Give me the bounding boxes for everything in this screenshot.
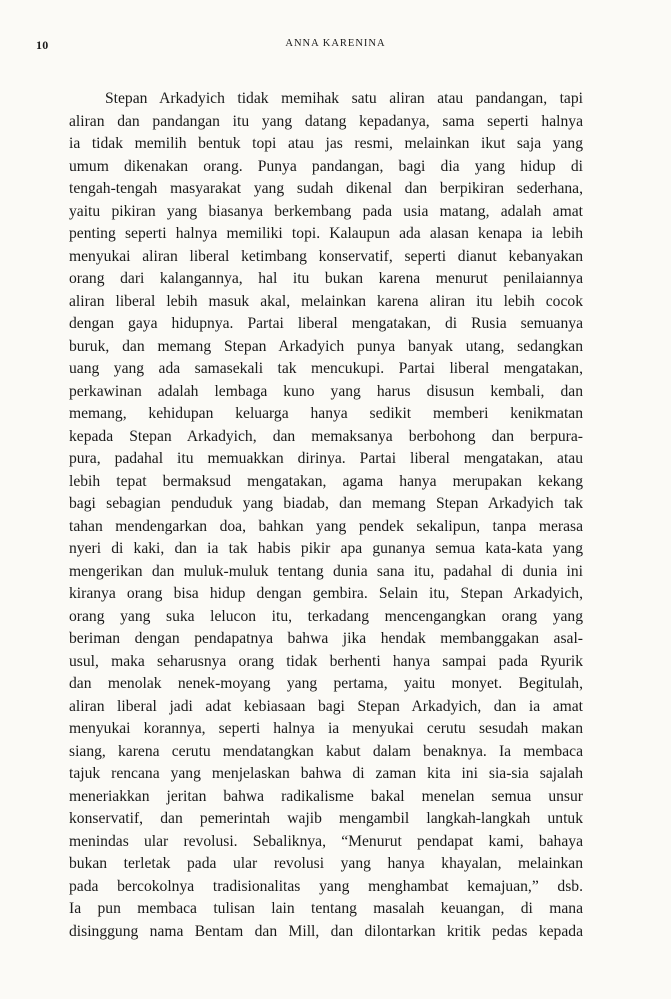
text-line: tajuk rencana yang menjelaskan bahwa di zaman kita ini sia-sia sajalah	[69, 765, 583, 782]
text-line: siang, karena cerutu mendatangkan kabut dalam benaknya. Ia membaca	[69, 742, 583, 760]
text-line: bukan terletak pada ular revolusi yang hanya khayalan, melainkan	[69, 855, 583, 872]
text-line: menyukai korannya, seperti halnya ia menyukai cerutu sesudah makan	[69, 720, 583, 737]
text-line: pura, padahal itu memuakkan dirinya. Partai liberal mengatakan, atau	[69, 450, 583, 467]
text-line: bagi sebagian penduduk yang biadab, dan memang Stepan Arkadyich tak	[69, 495, 583, 512]
text-line: dengan gaya hidupnya. Partai liberal mengatakan, di Rusia semuanya	[69, 315, 583, 332]
text-line: menyukai aliran liberal ketimbang konservatif, seperti dianut kebanyakan	[69, 247, 583, 265]
text-line: lebih tepat bermaksud mengatakan, agama hanya merupakan kekang	[69, 472, 583, 490]
text-line: aliran dan pandangan itu yang datang kepadanya, sama seperti halnya	[69, 112, 583, 130]
text-line: tahan mendengarkan doa, bahkan yang pendek sekalipun, tanpa merasa	[69, 517, 583, 535]
text-line: dan menolak nenek-moyang yang pertama, yaitu monyet. Begitulah,	[69, 675, 583, 692]
text-line: yaitu pikiran yang biasanya berkembang pada usia matang, adalah amat	[69, 202, 583, 220]
text-line: uang yang ada samasekali tak mencukupi. Partai liberal mengatakan,	[69, 360, 583, 377]
text-line: pada bercokolnya tradisionalitas yang menghambat kemajuan,” dsb.	[69, 877, 583, 895]
running-title: ANNA KARENINA	[285, 38, 386, 49]
text-line: menindas ular revolusi. Sebaliknya, “Menurut pendapat kami, bahaya	[69, 832, 583, 850]
text-line: perkawinan adalah lembaga kuno yang harus disusun kembali, dan	[69, 382, 583, 400]
text-line: tengah-tengah masyarakat yang sudah dikenal dan berpikiran sederhana,	[69, 180, 583, 197]
text-line: ia tidak memilih bentuk topi atau jas resmi, melainkan ikut saja yang	[69, 135, 583, 152]
page-number: 10	[36, 38, 49, 52]
text-line: aliran liberal lebih masuk akal, melainkan karena aliran itu lebih cocok	[69, 292, 583, 310]
text-line: kiranya orang bisa hidup dengan gembira. Selain itu, Stepan Arkadyich,	[69, 585, 583, 602]
text-line: mengerikan dan muluk-muluk tentang dunia sana itu, padahal di dunia ini	[69, 562, 583, 580]
text-line: penting seperti halnya memiliki topi. Kalaupun ada alasan kenapa ia lebih	[69, 225, 583, 242]
text-line: usul, maka seharusnya orang tidak berhenti hanya sampai pada Ryurik	[69, 652, 583, 670]
body-paragraph	[69, 88, 583, 943]
text-line: Ia pun membaca tulisan lain tentang masalah keuangan, di mana	[69, 900, 583, 917]
text-line: memang, kehidupan keluarga hanya sedikit memberi kenikmatan	[69, 405, 583, 422]
text-line: aliran liberal jadi adat kebiasaan bagi Stepan Arkadyich, dan ia amat	[69, 697, 583, 715]
text-line: umum dikenakan orang. Punya pandangan, bagi dia yang hidup di	[69, 157, 583, 175]
text-line: kepada Stepan Arkadyich, dan memaksanya berbohong dan berpura-	[69, 427, 583, 445]
text-line: orang dari kalangannya, hal itu bukan karena menurut penilaiannya	[69, 270, 583, 287]
text-line: nyeri di kaki, dan ia tak habis pikir apa gunanya semua kata-kata yang	[69, 540, 583, 557]
text-line: Stepan Arkadyich tidak memihak satu aliran atau pandangan, tapi	[105, 90, 583, 107]
text-line: meneriakkan jeritan bahwa radikalisme bakal menelan semua unsur	[69, 787, 583, 805]
text-line: orang yang suka lelucon itu, terkadang mencengangkan orang yang	[69, 607, 583, 625]
text-line: beriman dengan pendapatnya bahwa jika hendak membanggakan asal-	[69, 630, 583, 647]
text-line: konservatif, dan pemerintah wajib mengambil langkah-langkah untuk	[69, 810, 583, 827]
text-line: disinggung nama Bentam dan Mill, dan dilontarkan kritik pedas kepada	[69, 922, 583, 940]
text-line: buruk, dan memang Stepan Arkadyich punya banyak utang, sedangkan	[69, 337, 583, 355]
